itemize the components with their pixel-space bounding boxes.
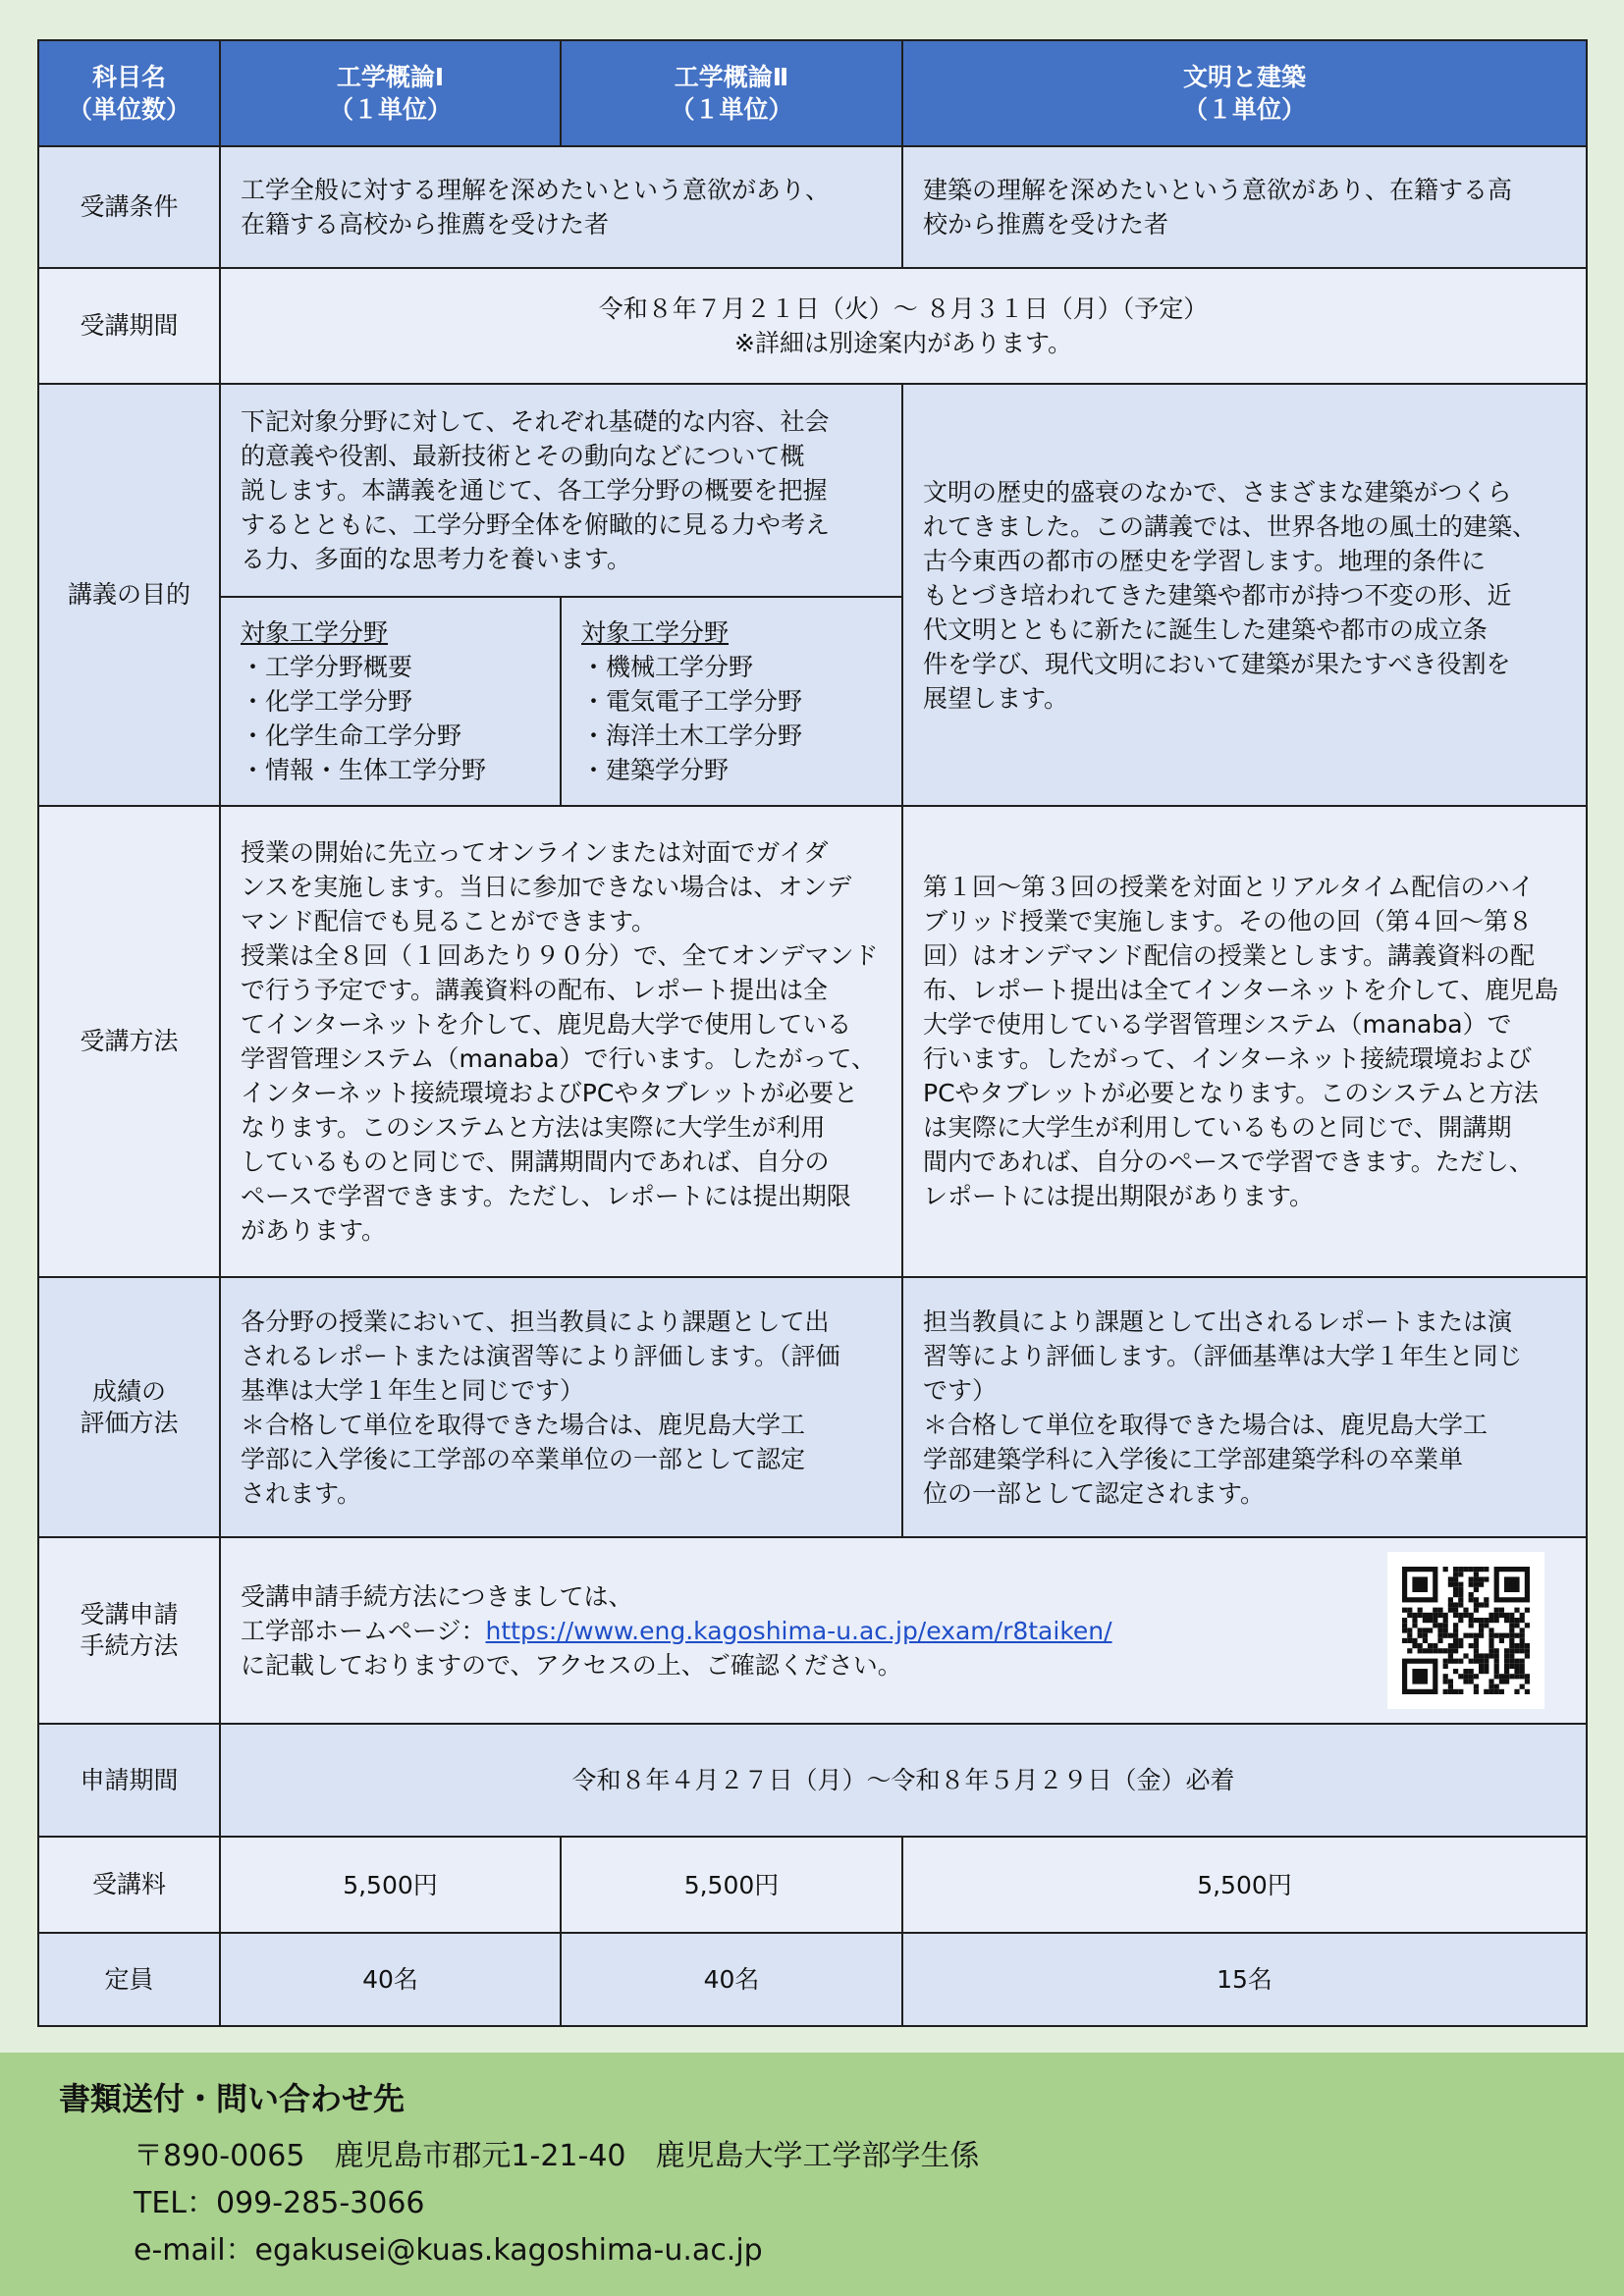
row-fee (38, 1837, 1587, 1933)
header-engineering-2: 工学概論Ⅱ （１単位） (561, 40, 902, 146)
contact-address: 〒890-0065 鹿児島市郡元1-21-40 鹿児島大学工学部学生係 (134, 2139, 980, 2173)
fields-group-2-list: ・機械工学分野 ・電気電子工学分野 ・海洋土木工学分野 ・建築学分野 (581, 653, 803, 784)
row-period (38, 268, 1587, 384)
header-row (38, 40, 1587, 146)
row-evaluation (38, 1277, 1587, 1537)
fields-group-1-title: 対象工学分野 (241, 618, 389, 647)
fields-group-1 (220, 597, 561, 806)
fields-group-2 (561, 597, 902, 806)
row-application (38, 1537, 1587, 1724)
row-application-period (38, 1724, 1587, 1837)
course-table (37, 39, 1588, 2027)
capacity-architecture: 15名 (902, 1933, 1587, 2026)
fee-architecture: 5,500円 (902, 1837, 1587, 1933)
conditions-architecture: 建築の理解を深めたいという意欲があり、在籍する高 校から推薦を受けた者 (902, 146, 1587, 268)
label-period: 受講期間 (38, 268, 220, 384)
header-civilization-architecture: 文明と建築 （１単位） (902, 40, 1587, 146)
header-subject-name: 科目名 （単位数） (38, 40, 220, 146)
method-engineering: 授業の開始に先立ってオンラインまたは対面でガイダ ンスを実施します。当日に参加できない場合は、オンデ マンド配信でも見ることができます。 授業は全８回（１回あたり９０分）で、全てオンデマンド で行う予定です。講義資料の配布、レポート提出は全 てインターネットを介して、鹿児島大学で使用している 学習管理システム（manaba）で行います。したがって、 インターネット接続環境およびPCやタブレットが必要と なります。このシステムと方法は実際に大学生が利用 しているものと同じで、開講期間内であれば、自分の ペースで学習できます。ただし、レポートには提出期限 があります。 (220, 806, 902, 1277)
header-engineering-1: 工学概論Ⅰ （１単位） (220, 40, 561, 146)
row-capacity (38, 1933, 1587, 2026)
fee-engineering-1: 5,500円 (220, 1837, 561, 1933)
application-url-link[interactable]: https://www.eng.kagoshima-u.ac.jp/exam/r8taiken/ (485, 1616, 1112, 1645)
label-capacity: 定員 (38, 1933, 220, 2026)
application-period-text: 令和８年４月２７日（月）～令和８年５月２９日（金）必着 (220, 1724, 1587, 1837)
contact-tel: TEL：099-285-3066 (134, 2186, 425, 2220)
evaluation-engineering: 各分野の授業において、担当教員により課題として出 されるレポートまたは演習等により評価します。（評価 基準は大学１年生と同じです） ＊合格して単位を取得できた場合は、鹿児島大学工 学部に入学後に工学部の卒業単位の一部として認定 されます。 (220, 1277, 902, 1537)
qr-code-icon (1387, 1552, 1544, 1709)
label-application: 受講申請 手続方法 (38, 1537, 220, 1724)
application-line-3: に記載しておりますので、アクセスの上、ご確認ください。 (241, 1650, 902, 1680)
method-architecture: 第１回～第３回の授業を対面とリアルタイム配信のハイ ブリッド授業で実施します。その他の回（第４回～第８ 回）はオンデマンド配信の授業とします。講義資料の配 布、レポート提出は全てインターネットを介して、鹿児島 大学で使用している学習管理システム（manaba）で 行います。したがって、インターネット接続環境および PCやタブレットが必要となります。このシステムと方法 は実際に大学生が利用しているものと同じで、開講期 間内であれば、自分のペースで学習できます。ただし、 レポートには提出期限があります。 (902, 806, 1587, 1277)
capacity-engineering-1: 40名 (220, 1933, 561, 2026)
period-text: 令和８年７月２１日（火）～ ８月３１日（月）（予定） ※詳細は別途案内があります。 (220, 268, 1587, 384)
label-evaluation: 成績の 評価方法 (38, 1277, 220, 1537)
row-method (38, 806, 1587, 1277)
application-homepage-label: 工学部ホームページ： (241, 1616, 486, 1645)
label-purpose: 講義の目的 (38, 384, 220, 806)
contact-email: e-mail：egakusei@kuas.kagoshima-u.ac.jp (134, 2233, 763, 2268)
purpose-architecture: 文明の歴史的盛衰のなかで、さまざまな建築がつくら れてきました。この講義では、世界各地の風土的建築、 古今東西の都市の歴史を学習します。地理的条件に もとづき培われてきた建築や都市が持つ不変の形、近 代文明とともに新たに誕生した建築や都市の成立条 件を学び、現代文明において建築が果たすべき役割を 展望します。 (902, 384, 1587, 806)
label-fee: 受講料 (38, 1837, 220, 1933)
fields-group-2-title: 対象工学分野 (581, 618, 730, 647)
label-method: 受講方法 (38, 806, 220, 1277)
fee-engineering-2: 5,500円 (561, 1837, 902, 1933)
contact-title: 書類送付・問い合わせ先 (59, 2080, 406, 2117)
application-cell (220, 1537, 1587, 1724)
label-application-period: 申請期間 (38, 1724, 220, 1837)
row-purpose-top (38, 384, 1587, 597)
contact-footer (0, 2053, 1624, 2296)
capacity-engineering-2: 40名 (561, 1933, 902, 2026)
fields-group-1-list: ・工学分野概要 ・化学工学分野 ・化学生命工学分野 ・情報・生体工学分野 (241, 653, 487, 784)
evaluation-architecture: 担当教員により課題として出されるレポートまたは演 習等により評価します。（評価基準は大学１年生と同じ です） ＊合格して単位を取得できた場合は、鹿児島大学工 学部建築学科に入学後に工学部建築学科の卒業単 位の一部として認定されます。 (902, 1277, 1587, 1537)
purpose-engineering: 下記対象分野に対して、それぞれ基礎的な内容、社会 的意義や役割、最新技術とその動向などについて概 説します。本講義を通じて、各工学分野の概要を把握 するとともに、工学分野全体を俯瞰的に見る力や考え る力、多面的な思考力を養います。 (220, 384, 902, 597)
row-conditions (38, 146, 1587, 268)
application-line-2 (241, 1614, 1566, 1648)
label-conditions: 受講条件 (38, 146, 220, 268)
conditions-engineering: 工学全般に対する理解を深めたいという意欲があり、 在籍する高校から推薦を受けた者 (220, 146, 902, 268)
application-line-1: 受講申請手続方法につきましては、 (241, 1581, 633, 1611)
